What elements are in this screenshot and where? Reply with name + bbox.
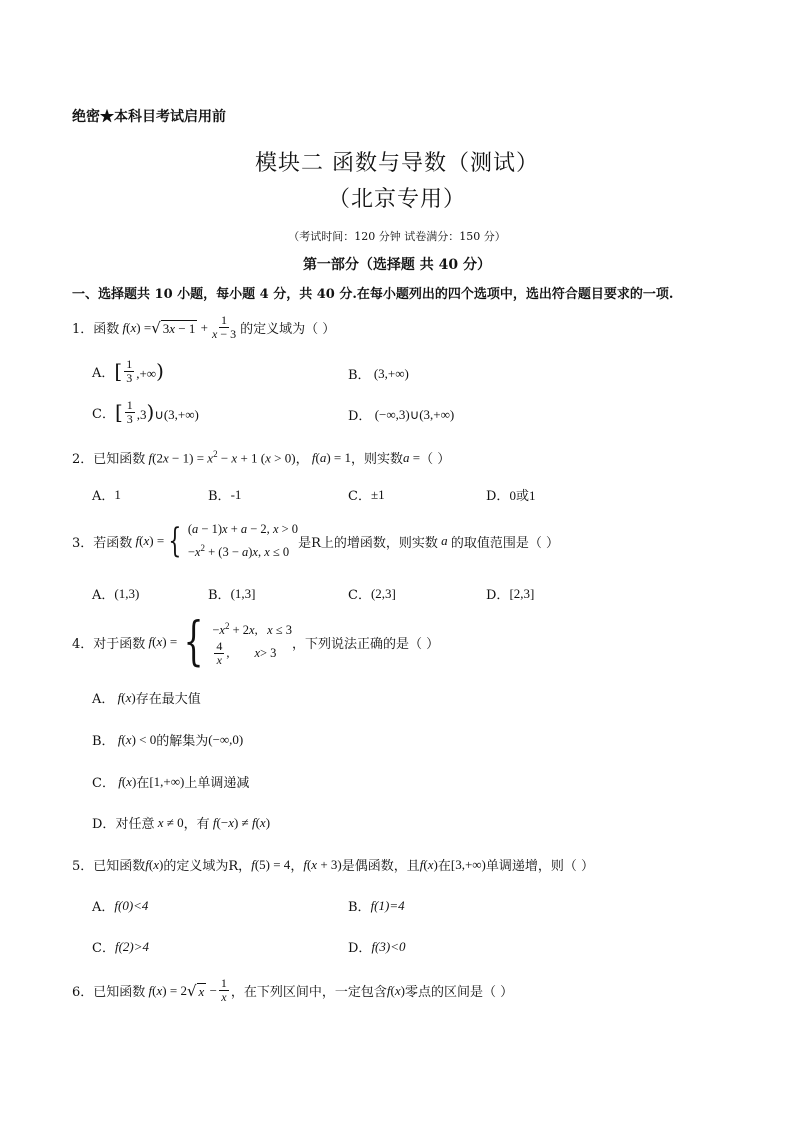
question-1: 1． 函数 f(x) = √ 3x − 1 + $\frac{1}{x - 3}$ 的定义域为（ ） [72,313,336,341]
section-instructions: 一、选择题共 10 小题，每小题 4 分，共 40 分.在每小题列出的四个选项中，选出符合题目要求的一项. [72,287,674,302]
sqrt-expr: √ 3x − 1 [151,318,196,337]
page-title: 模块二 函数与导数（测试） [255,151,539,176]
option-label: C． [92,407,115,422]
question-5: 5． 已知函数 f(x) 的定义域为R， f(5) = 4 ， f(x + 3) 是偶函数，且 f(x) 在 [3,+∞) 单调递增，则（ ） [72,856,595,874]
option-3a[interactable]: A． (1,3) [92,585,140,603]
option-5b[interactable]: B． f(1)=4 [348,897,405,915]
option-label: B． [348,368,371,383]
option-4a[interactable]: A． f(x) 存在最大值 [92,689,201,707]
option-3d[interactable]: D． [2,3] [486,585,535,603]
piecewise: { $-x^2 + 2x$, x ≤ 3 $\frac{4}{x}$ , x > 3 [183,612,292,672]
page-subtitle: （北京专用） [327,187,466,212]
question-4: 4． 对于函数 f(x) = { $-x^2 + 2x$, x ≤ 3 $\frac{4}{x}$ , x > 3 ，下列说法正确的是（ ） [72,612,440,672]
piecewise: { (a − 1)x + a − 2, x > 0 $-x^2 + (3 - a)x$, x ≤ 0 [168,521,299,562]
option-2c[interactable]: C． ±1 [348,486,385,504]
option-1c[interactable]: C． [ $\frac{1}{3}$ ,3)∪(3,+∞) [92,398,199,426]
formula: $f(2x - 1) = x^2 - x + 1$ (x > 0) [148,448,296,466]
part-heading: 第一部分（选择题 共 40 分） [302,257,492,273]
question-number: 2． [72,452,94,467]
option-1b[interactable]: B． (3,+∞) [348,365,409,383]
question-stem-pre: 函数 [93,322,120,337]
fraction: $\frac{1}{x - 3}$ [212,313,237,341]
exam-info: （考试时间：120 分钟 试卷满分：150 分） [288,230,506,243]
question-stem-post: 的定义域为（ ） [240,322,336,337]
option-4d[interactable]: D． 对任意 x ≠ 0 ，有 f(−x) ≠ f(x) [92,814,271,832]
option-3b[interactable]: B． (1,3] [208,585,256,603]
option-2a[interactable]: A． 1 [92,486,121,504]
option-5a[interactable]: A． f(0)<4 [92,897,149,915]
question-number: 1． [72,322,94,337]
question-stem-pre: 已知函数 [93,452,146,467]
question-3: 3． 若函数 f(x) = { (a − 1)x + a − 2, x > 0 $-x^2 + (3 - a)x$, x ≤ 0 是R上的增函数，则实数 a 的取值范围是（ ） [72,521,559,562]
confidential-notice: 绝密★本科目考试启用前 [72,109,226,125]
formula: f(x) = [122,319,152,335]
option-label: D． [348,409,372,424]
option-4c[interactable]: C． f(x) 在 [1,+∞) 上单调递减 [92,773,250,791]
option-label: A． [92,366,115,381]
question-2: 2． 已知函数 $f(2x - 1) = x^2 - x + 1$ (x > 0) ， f(a) = 1 ，则实数 a = （ ） [72,448,451,467]
option-2d[interactable]: D． 0或1 [486,488,536,504]
option-5d[interactable]: D． f(3)<0 [348,938,406,956]
option-3c[interactable]: C． (2,3] [348,585,396,603]
option-4b[interactable]: B． f(x) < 0 的解集为 (−∞,0) [92,731,244,749]
question-6: 6． 已知函数 f(x) = 2 √ x − $\frac{1}{x}$ ，在下列区间中，一定包含 f(x) 零点的区间是（ ） [72,976,514,1004]
option-1d[interactable]: D． (−∞,3)∪(3,+∞) [348,406,455,424]
option-5c[interactable]: C． f(2)>4 [92,938,149,956]
option-1a[interactable]: A． [ $\frac{1}{3}$ ,+∞) [92,357,164,385]
option-2b[interactable]: B． -1 [208,486,242,504]
